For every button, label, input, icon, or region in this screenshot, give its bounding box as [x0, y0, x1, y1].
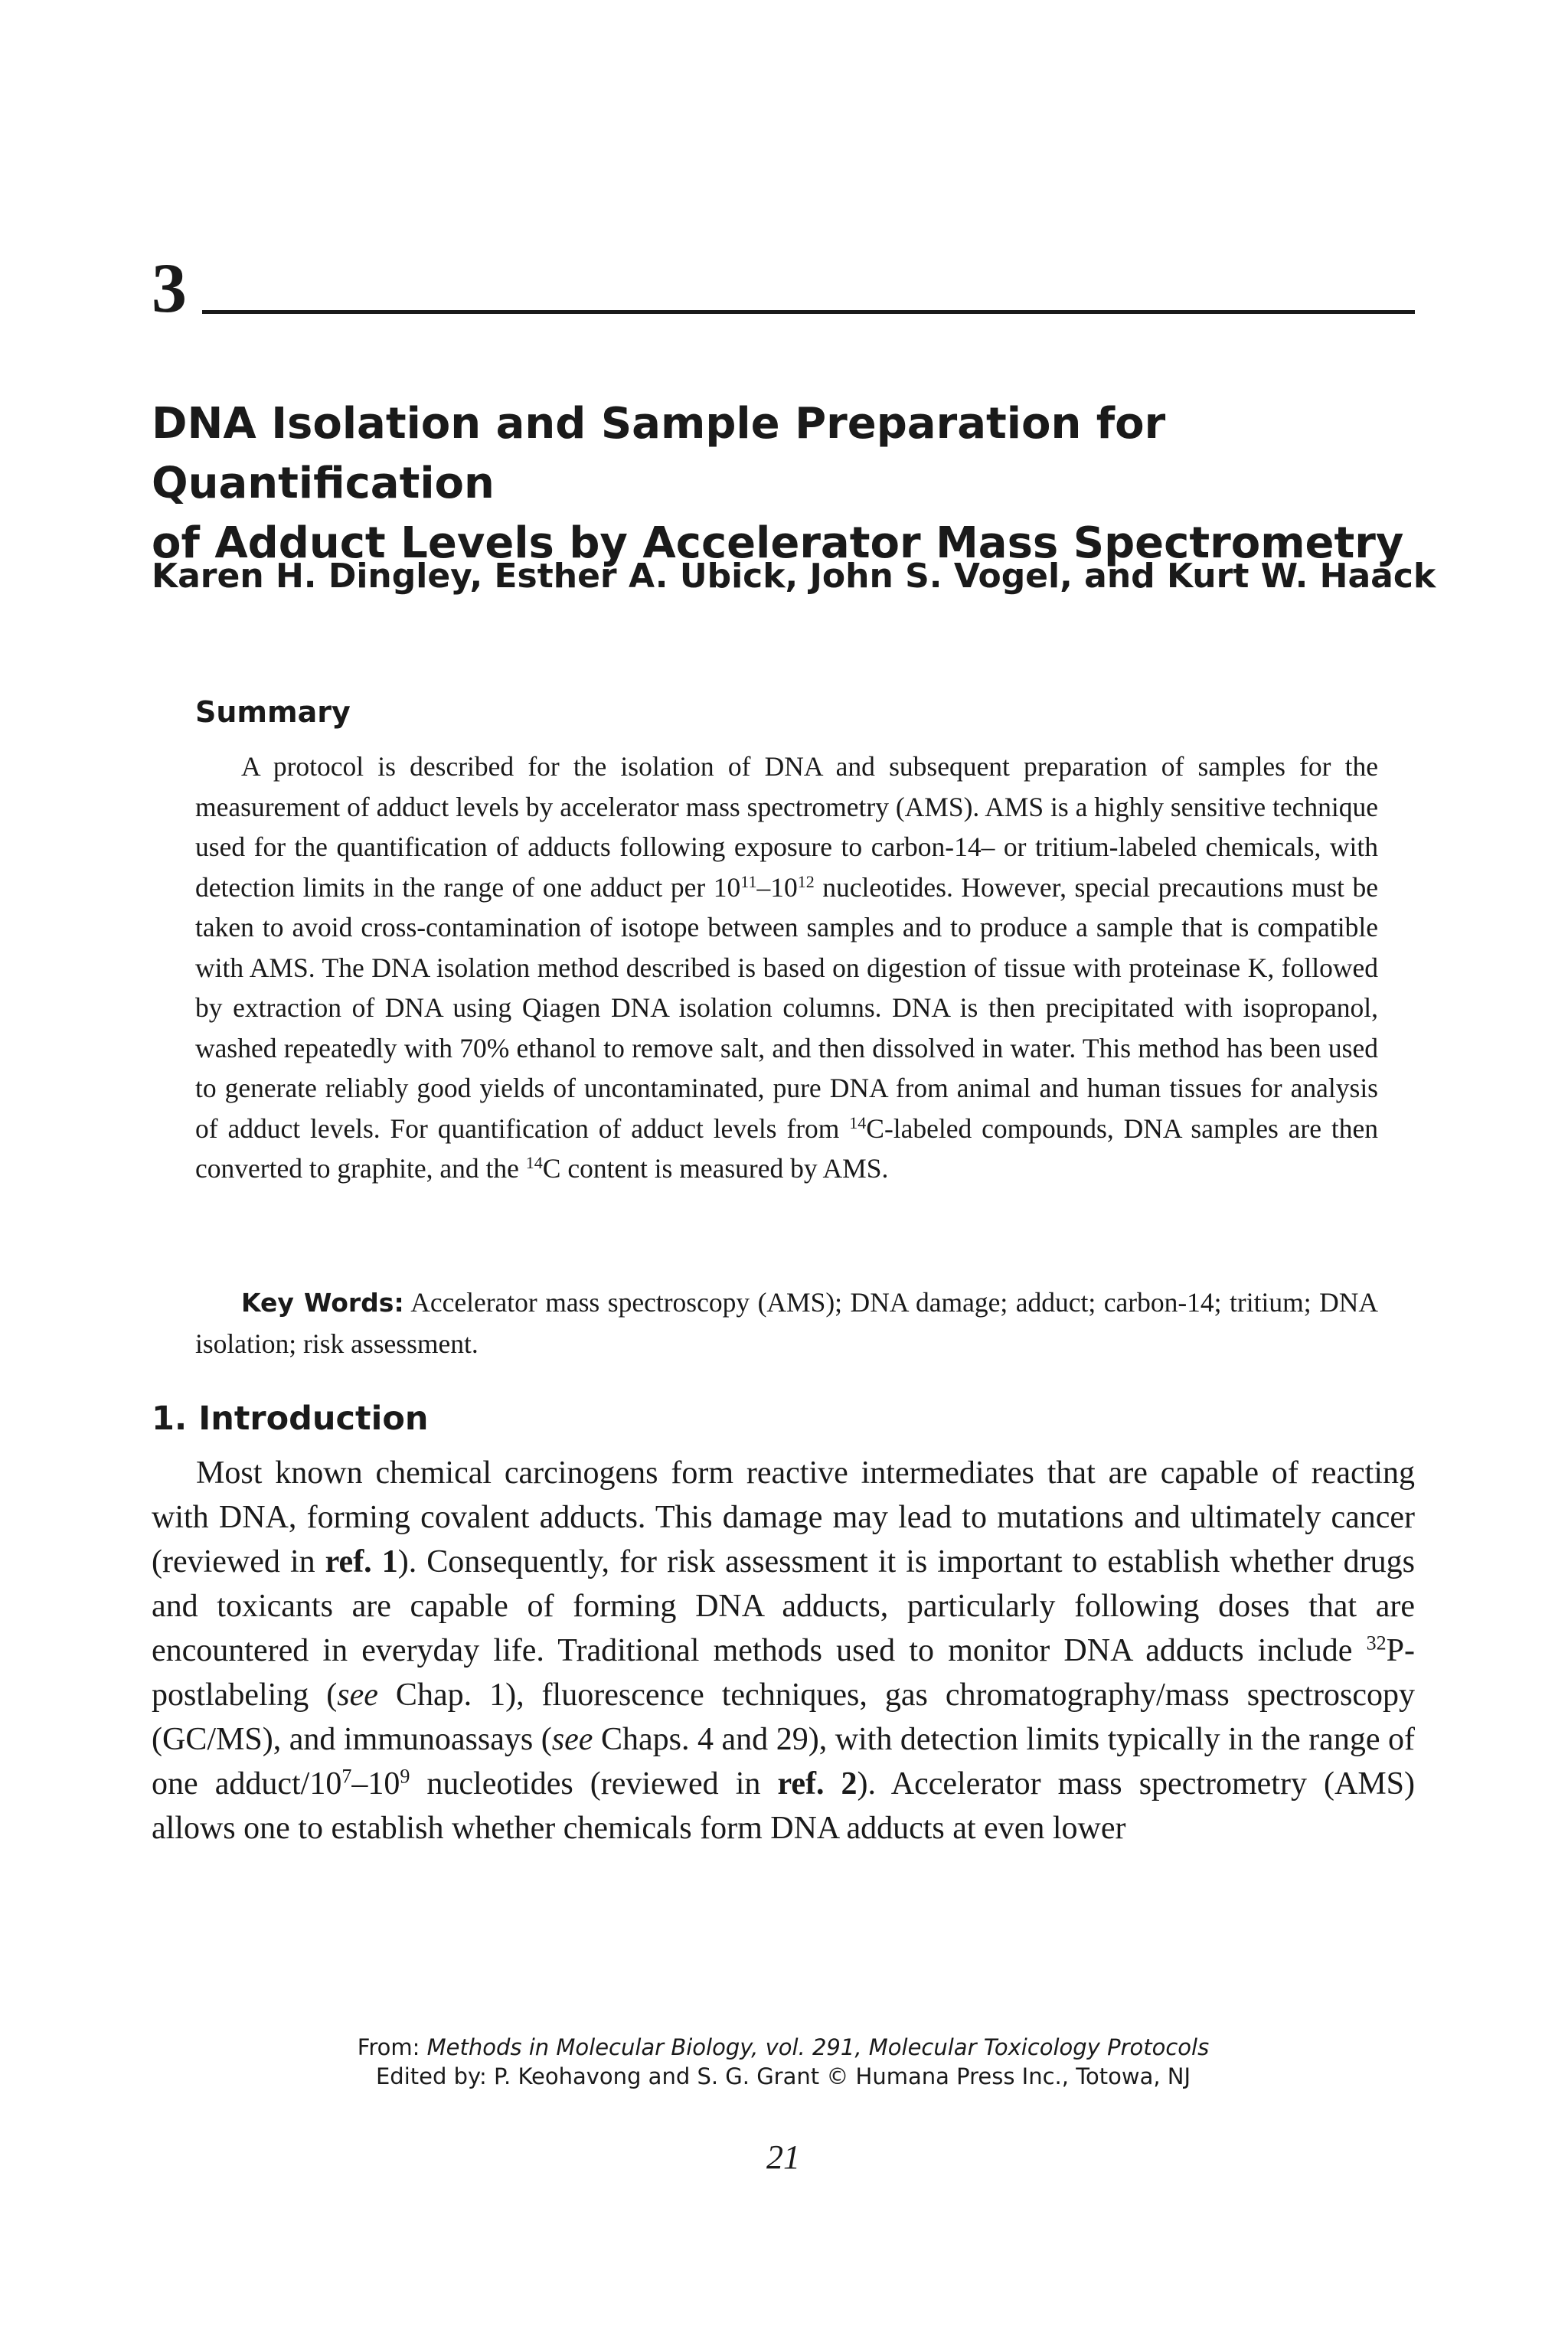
key-words-label: Key Words:	[241, 1288, 404, 1318]
summary-text-3: nucleotides. However, special precautions must be taken to avoid cross-contamination of isotope between samples and to produce a sample that is compatible with AMS. The DNA isolation method described is based on digestion of tissue with proteinase K, followed by extraction of DNA using Qiagen DNA isolation columns. DNA is then precipitated with isopropanol, washed repeatedly with 70% ethanol to remove salt, and then dissolved in water. This method has been used to generate reliably good yields of uncontaminated, pure DNA from animal and human tissues for analysis of adduct levels. For quantification of adduct levels from	[195, 871, 1379, 1144]
source-from-label: From:	[357, 2034, 427, 2060]
intro-text-5: Chaps. 4 and 29), with detection limits typically in the range of one adduct/10	[152, 1722, 1415, 1802]
summary-heading: Summary	[195, 695, 351, 729]
summary-text-5: C content is measured by AMS.	[542, 1153, 889, 1184]
author-list: Karen H. Dingley, Esther A. Ubick, John S. Vogel, and Kurt W. Haack	[152, 557, 1436, 596]
source-book-title: Methods in Molecular Biology, vol. 291, Molecular Toxicology Protocols	[426, 2034, 1210, 2060]
intro-sup-3: 9	[400, 1765, 410, 1788]
intro-text-1: Most known chemical carcinogens form reactive intermediates that are capable of reacting with DNA, forming covalent adducts. This damage may lead to mutations and ultimately cancer (reviewed in	[152, 1455, 1415, 1579]
introduction-body	[152, 1451, 1415, 1851]
introduction-heading: 1. Introduction	[152, 1400, 429, 1438]
intro-text-7: nucleotides (reviewed in	[410, 1766, 778, 1802]
see-italic-1: see	[337, 1677, 378, 1713]
key-words	[195, 1282, 1378, 1364]
intro-text-8: ). Accelerator mass spectrometry (AMS) allows one to establish whether chemicals form DNA adducts at even lower	[152, 1766, 1416, 1846]
summary-sup-4: 14	[525, 1152, 543, 1172]
intro-sup-2: 7	[341, 1765, 352, 1788]
intro-text-4: Chap. 1), fluorescence techniques, gas chromatography/mass spectroscopy (GC/MS), and immunoassays (	[152, 1677, 1415, 1757]
edited-by-line: Edited by: P. Keohavong and S. G. Grant © Humana Press Inc., Totowa, NJ	[375, 2063, 1191, 2089]
reference-link-1[interactable]: ref. 1	[325, 1544, 398, 1579]
chapter-number: 3	[152, 249, 187, 327]
intro-text-2: ). Consequently, for risk assessment it is important to establish whether drugs and toxicants are capable of forming DNA adducts, particularly following doses that are encountered in everyday life. Traditional methods used to monitor DNA adducts include	[152, 1544, 1415, 1668]
see-italic-2: see	[551, 1722, 593, 1757]
summary-body	[195, 746, 1378, 1189]
chapter-title-line-2: of Adduct Levels by Accelerator Mass Spectrometry	[152, 518, 1404, 568]
source-line	[152, 2033, 1415, 2062]
chapter-title	[152, 394, 1438, 573]
intro-text-3: P-postlabeling (	[152, 1633, 1415, 1713]
intro-sup-1: 32	[1366, 1632, 1387, 1655]
source-footer	[152, 2033, 1415, 2091]
summary-sup-3: 14	[849, 1112, 867, 1132]
summary-sup-2: 12	[797, 871, 815, 891]
reference-link-2[interactable]: ref. 2	[777, 1766, 858, 1802]
page-number: 21	[766, 2138, 800, 2176]
summary-text-1: A protocol is described for the isolation of DNA and subsequent preparation of samples for the measurement of adduct levels by accelerator mass spectrometry (AMS). AMS is a highly sensitive technique used for the quantification of adducts following exposure to carbon-14– or tritium-labeled chemicals, with detection limits in the range of one adduct per 10	[195, 751, 1378, 903]
chapter-header	[152, 249, 1415, 327]
summary-sup-1: 11	[740, 871, 757, 891]
chapter-title-line-1: DNA Isolation and Sample Preparation for Quantification	[152, 399, 1166, 508]
summary-text-4: C-labeled compounds, DNA samples are then converted to graphite, and the	[195, 1112, 1378, 1184]
summary-text-2: –10	[756, 871, 798, 903]
chapter-rule	[202, 310, 1415, 314]
key-words-text: Accelerator mass spectroscopy (AMS); DNA damage; adduct; carbon-14; tritium; DNA isolation; risk assessment.	[195, 1287, 1378, 1359]
intro-text-6: –10	[351, 1766, 400, 1802]
